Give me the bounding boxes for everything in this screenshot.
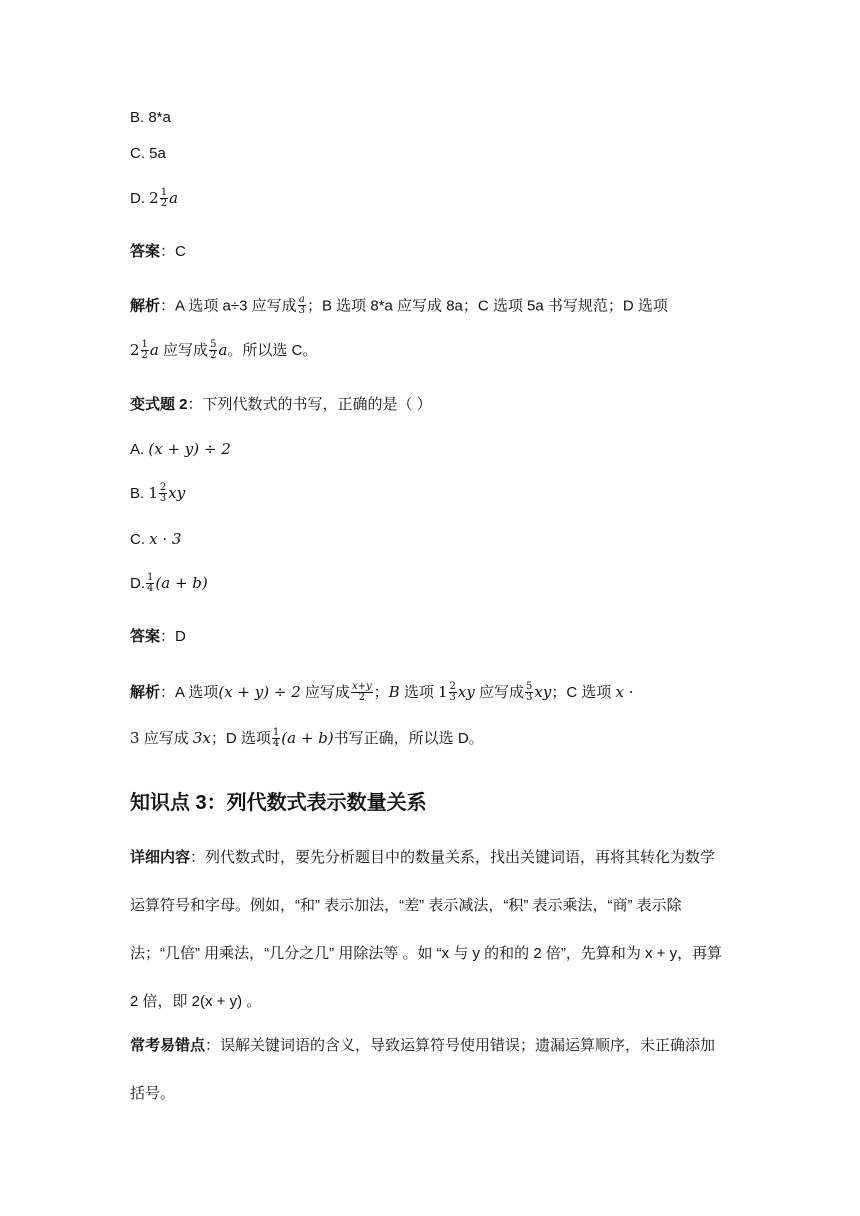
- analysis-fraction: [141, 340, 149, 361]
- fraction-numerator: 5: [210, 338, 217, 350]
- analysis-label: 解析: [130, 684, 161, 701]
- option-d: [130, 188, 178, 210]
- analysis-2-line-2: [130, 728, 484, 750]
- analysis-fraction: [272, 728, 280, 749]
- analysis-text: 应写成: [163, 342, 209, 359]
- analysis-text: 书写正确，所以选 D。: [333, 730, 484, 747]
- fraction-numerator: a: [298, 294, 305, 305]
- math-expr: (x + y) ÷ 2: [218, 683, 301, 701]
- option-expr: (x + y) ÷ 2: [148, 440, 231, 458]
- option-label: A.: [130, 441, 145, 458]
- answer-value: ：C: [160, 243, 186, 260]
- math-expr: 3x: [192, 729, 211, 747]
- detail-label: 详细内容: [130, 849, 191, 866]
- fraction-denominator: 2: [210, 349, 217, 361]
- analysis-1-line-1: [130, 296, 668, 317]
- option-label: B.: [130, 485, 145, 502]
- analysis-label: 解析: [130, 297, 161, 315]
- fraction-numerator: 2: [449, 680, 456, 692]
- q2-option-b: [130, 483, 185, 505]
- analysis-text: ；B 选项 8*a 应写成 8a；C 选项 5a 书写规范；D 选项: [307, 297, 668, 315]
- fraction-denominator: 4: [147, 582, 154, 594]
- answer-label: 答案: [130, 243, 161, 260]
- fraction-denominator: 3: [298, 305, 305, 316]
- math-expr: (a + b): [281, 729, 334, 747]
- fraction-denominator: 3: [159, 492, 167, 504]
- math-num: 3: [130, 729, 140, 747]
- analysis-fraction: [209, 340, 217, 361]
- math-var: a: [218, 341, 228, 359]
- fraction-numerator: x+y: [351, 680, 372, 692]
- answer-label: 答案: [130, 628, 161, 645]
- analysis-text: 选项: [399, 684, 438, 701]
- answer-value: ：D: [160, 628, 186, 645]
- analysis-text: ；: [373, 684, 389, 701]
- analysis-fraction: [449, 682, 457, 703]
- option-label: D.: [130, 575, 145, 592]
- option-label: C.: [130, 531, 145, 548]
- option-d-whole: 2: [149, 189, 159, 207]
- question-label: 变式题 2: [130, 396, 188, 413]
- option-expr: (a + b): [155, 574, 208, 592]
- answer-1: [130, 242, 186, 262]
- question-text: ：下列代数式的书写，正确的是（ ）: [187, 396, 432, 413]
- analysis-text: ：A 选项 a÷3 应写成: [160, 297, 297, 315]
- fraction-numerator: 1: [147, 571, 154, 583]
- fraction-numerator: 2: [159, 481, 167, 493]
- math-var: xy: [534, 683, 552, 701]
- math-whole: 1: [438, 683, 448, 701]
- analysis-text: 。所以选 C。: [227, 342, 318, 359]
- answer-2: [130, 627, 186, 647]
- fraction-numerator: 1: [272, 726, 280, 738]
- option-fraction: [159, 483, 167, 504]
- option-fraction: [146, 573, 154, 594]
- math-var: xy: [168, 484, 186, 502]
- option-expr: x · 3: [149, 530, 182, 548]
- analysis-fraction: [525, 682, 533, 703]
- analysis-fraction: [351, 682, 373, 703]
- option-c: C. 5a: [130, 145, 166, 162]
- math-var: B: [388, 683, 400, 701]
- option-d-var: a: [169, 189, 179, 207]
- section-heading: 知识点 3：列代数式表示数量关系: [130, 792, 427, 814]
- analysis-2-line-1: [130, 682, 634, 704]
- fraction-numerator: 1: [141, 338, 148, 350]
- option-d-label: D.: [130, 190, 145, 207]
- analysis-text: ；C 选项: [551, 684, 616, 701]
- fraction-numerator: 1: [160, 186, 168, 198]
- analysis-text: 应写成: [300, 684, 350, 701]
- mistake-paragraph: [130, 1022, 730, 1118]
- analysis-text: ；D 选项: [210, 730, 271, 747]
- fraction-denominator: 2: [160, 197, 168, 209]
- option-d-fraction: [160, 188, 168, 209]
- math-whole: 2: [130, 341, 140, 359]
- fraction-denominator: 2: [358, 691, 365, 703]
- fraction-denominator: 3: [449, 691, 456, 703]
- mistake-label: 常考易错点: [130, 1037, 206, 1054]
- question-2-title: [130, 395, 432, 415]
- fraction-denominator: 2: [141, 349, 148, 361]
- fraction-numerator: 5: [526, 680, 533, 692]
- analysis-text: ：A 选项: [160, 684, 219, 701]
- option-b: B. 8*a: [130, 109, 171, 126]
- analysis-fraction: [298, 295, 306, 316]
- detail-paragraph: [130, 834, 730, 1026]
- fraction-denominator: 4: [272, 737, 280, 749]
- math-expr: x ·: [615, 683, 634, 701]
- analysis-1-line-2: [130, 340, 317, 362]
- math-var: xy: [457, 683, 475, 701]
- math-whole: 1: [148, 484, 158, 502]
- q2-option-a: [130, 439, 231, 460]
- analysis-text: 应写成: [474, 684, 525, 701]
- mistake-text: ：误解关键词语的含义，导致运算符号使用错误；遗漏运算顺序，未正确添加括号。: [130, 1037, 716, 1102]
- q2-option-d: [130, 573, 208, 595]
- analysis-text: 应写成: [139, 730, 193, 747]
- math-var: a: [149, 341, 159, 359]
- fraction-denominator: 3: [526, 691, 533, 703]
- q2-option-c: [130, 529, 181, 550]
- detail-text: ：列代数式时，要先分析题目中的数量关系，找出关键词语，再将其转化为数学运算符号和字母。例如，“和” 表示加法，“差” 表示减法，“积” 表示乘法，“商” 表示除法；“几倍” 用乘法，“几分之几” 用除法等 。如 “x 与 y 的和的 2 倍”，先算和为 x + y，再算 2 倍，即 2(x + y) 。: [130, 849, 723, 1010]
